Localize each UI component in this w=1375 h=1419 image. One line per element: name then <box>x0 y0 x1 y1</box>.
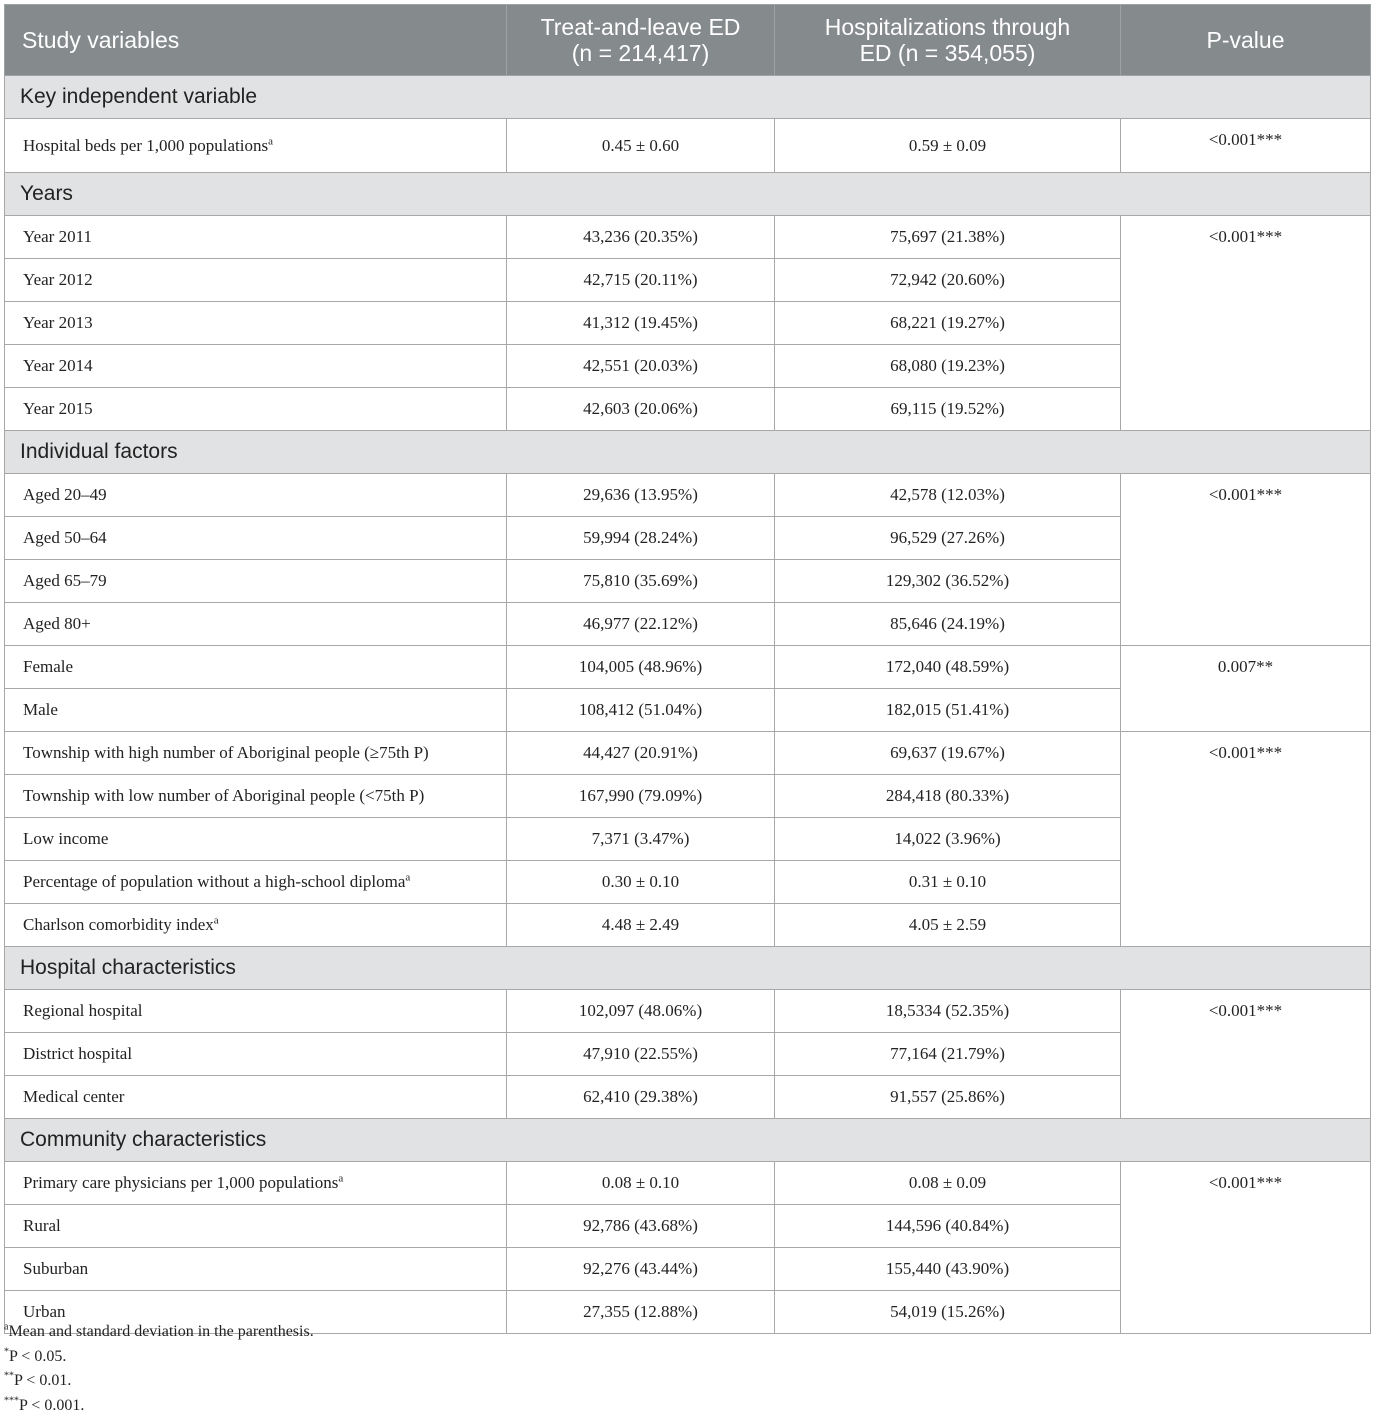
variable-label: Female <box>23 657 74 676</box>
p-value: <0.001*** <box>1121 474 1371 646</box>
hospitalization-value: 54,019 (15.26%) <box>775 1291 1121 1334</box>
footnote <box>4 1320 314 1345</box>
variable-cell <box>5 904 507 947</box>
footnote-text: P < 0.05. <box>9 1347 67 1365</box>
p-value: <0.001*** <box>1121 1162 1371 1334</box>
hospitalization-value: 144,596 (40.84%) <box>775 1205 1121 1248</box>
variable-label: Medical center <box>23 1087 125 1106</box>
variable-cell <box>5 990 507 1033</box>
variable-label: District hospital <box>23 1044 133 1063</box>
p-value: 0.007** <box>1121 646 1371 732</box>
variable-label: Percentage of population without a high-school diploma <box>23 872 406 891</box>
variable-cell <box>5 689 507 732</box>
variable-label: Primary care physicians per 1,000 populations <box>23 1173 339 1192</box>
hospitalization-value: 0.31 ± 0.10 <box>775 861 1121 904</box>
variable-cell <box>5 259 507 302</box>
variable-label: Year 2011 <box>23 227 92 246</box>
hospitalization-value: 155,440 (43.90%) <box>775 1248 1121 1291</box>
p-value: <0.001*** <box>1121 990 1371 1119</box>
treat-and-leave-value: 42,715 (20.11%) <box>507 259 775 302</box>
variable-cell <box>5 775 507 818</box>
treat-and-leave-value: 102,097 (48.06%) <box>507 990 775 1033</box>
treat-and-leave-value: 29,636 (13.95%) <box>507 474 775 517</box>
treat-and-leave-value: 42,551 (20.03%) <box>507 345 775 388</box>
section-row <box>5 431 1371 474</box>
section-title: Years <box>5 173 1371 216</box>
variable-cell <box>5 861 507 904</box>
treat-and-leave-value: 0.30 ± 0.10 <box>507 861 775 904</box>
table-row <box>5 119 1371 173</box>
hospitalization-value: 72,942 (20.60%) <box>775 259 1121 302</box>
p-value: <0.001*** <box>1121 732 1371 947</box>
section-title: Hospital characteristics <box>5 947 1371 990</box>
treat-and-leave-value: 7,371 (3.47%) <box>507 818 775 861</box>
footnote-marker: a <box>268 134 273 147</box>
hospitalization-value: 77,164 (21.79%) <box>775 1033 1121 1076</box>
footnote <box>4 1345 314 1370</box>
variable-cell <box>5 302 507 345</box>
footnote <box>4 1394 314 1419</box>
variable-cell <box>5 732 507 775</box>
hospitalization-value: 0.08 ± 0.09 <box>775 1162 1121 1205</box>
table-row <box>5 990 1371 1033</box>
treat-and-leave-value: 62,410 (29.38%) <box>507 1076 775 1119</box>
hospitalization-value: 69,115 (19.52%) <box>775 388 1121 431</box>
variable-label: Year 2014 <box>23 356 93 375</box>
variable-label: Year 2015 <box>23 399 93 418</box>
footnote-text: P < 0.001. <box>19 1397 85 1415</box>
variable-cell <box>5 1205 507 1248</box>
variable-label: Male <box>23 700 58 719</box>
variable-cell <box>5 1248 507 1291</box>
hospitalization-value: 69,637 (19.67%) <box>775 732 1121 775</box>
header-row <box>5 5 1371 76</box>
section-title: Community characteristics <box>5 1119 1371 1162</box>
treat-and-leave-value: 44,427 (20.91%) <box>507 732 775 775</box>
footnote-mark: * <box>4 1346 9 1358</box>
variable-label: Aged 20–49 <box>23 485 107 504</box>
variable-cell <box>5 1033 507 1076</box>
treat-and-leave-value: 46,977 (22.12%) <box>507 603 775 646</box>
variable-cell <box>5 474 507 517</box>
hospitalization-value: 96,529 (27.26%) <box>775 517 1121 560</box>
p-value: <0.001*** <box>1121 119 1371 173</box>
variable-cell <box>5 1162 507 1205</box>
header-treat-and-leave-ed <box>507 5 775 76</box>
data-table <box>4 4 1371 1334</box>
variable-label: Year 2013 <box>23 313 93 332</box>
variable-label: Low income <box>23 829 109 848</box>
hospitalization-value: 284,418 (80.33%) <box>775 775 1121 818</box>
variable-label: Aged 80+ <box>23 614 91 633</box>
treat-and-leave-value: 43,236 (20.35%) <box>507 216 775 259</box>
footnote-mark: ** <box>4 1371 14 1383</box>
footnote-mark: *** <box>4 1395 19 1407</box>
header-hosp-line2: ED (n = 354,055) <box>859 40 1036 66</box>
table-row <box>5 1162 1371 1205</box>
variable-label: Aged 50–64 <box>23 528 107 547</box>
variable-cell <box>5 1076 507 1119</box>
header-treat-line1: Treat-and-leave ED <box>540 14 741 40</box>
hospitalization-value: 18,5334 (52.35%) <box>775 990 1121 1033</box>
variable-cell <box>5 818 507 861</box>
footnote-marker: a <box>213 914 219 927</box>
hospitalization-value: 75,697 (21.38%) <box>775 216 1121 259</box>
treat-and-leave-value: 167,990 (79.09%) <box>507 775 775 818</box>
hospitalization-value: 172,040 (48.59%) <box>775 646 1121 689</box>
table-row <box>5 646 1371 689</box>
variable-label: Year 2012 <box>23 270 93 289</box>
variable-label: Charlson comorbidity index <box>23 915 214 934</box>
treat-and-leave-value: 108,412 (51.04%) <box>507 689 775 732</box>
hospitalization-value: 4.05 ± 2.59 <box>775 904 1121 947</box>
variable-label: Regional hospital <box>23 1001 143 1020</box>
treat-and-leave-value: 92,786 (43.68%) <box>507 1205 775 1248</box>
variable-cell <box>5 603 507 646</box>
footnote <box>4 1369 314 1394</box>
section-row <box>5 173 1371 216</box>
treat-and-leave-value: 0.08 ± 0.10 <box>507 1162 775 1205</box>
footnote-marker: a <box>338 1172 344 1185</box>
treat-and-leave-value: 59,994 (28.24%) <box>507 517 775 560</box>
variable-label: Rural <box>23 1216 61 1235</box>
variable-cell <box>5 216 507 259</box>
hospitalization-value: 85,646 (24.19%) <box>775 603 1121 646</box>
header-hosp-line1: Hospitalizations through <box>824 14 1071 40</box>
footnotes <box>4 1320 314 1419</box>
footnote-text: Mean and standard deviation in the parenthesis. <box>8 1323 314 1340</box>
treat-and-leave-value: 47,910 (22.55%) <box>507 1033 775 1076</box>
section-row <box>5 76 1371 119</box>
treat-and-leave-value: 92,276 (43.44%) <box>507 1248 775 1291</box>
header-p-value: P-value <box>1121 5 1371 76</box>
variable-label: Township with low number of Aboriginal people (<75th P) <box>23 786 425 805</box>
table-row <box>5 732 1371 775</box>
variable-label: Urban <box>23 1302 66 1321</box>
footnote-text: P < 0.01. <box>14 1372 72 1390</box>
variable-cell <box>5 345 507 388</box>
section-row <box>5 947 1371 990</box>
variable-cell <box>5 388 507 431</box>
header-study-variables: Study variables <box>5 5 507 76</box>
section-row <box>5 1119 1371 1162</box>
table-row <box>5 474 1371 517</box>
variable-cell <box>5 646 507 689</box>
footnote-marker: a <box>405 871 411 884</box>
treat-and-leave-value: 27,355 (12.88%) <box>507 1291 775 1334</box>
header-hospitalizations <box>775 5 1121 76</box>
treat-and-leave-value: 41,312 (19.45%) <box>507 302 775 345</box>
section-title: Individual factors <box>5 431 1371 474</box>
hospitalization-value: 129,302 (36.52%) <box>775 560 1121 603</box>
hospitalization-value: 182,015 (51.41%) <box>775 689 1121 732</box>
hospitalization-value: 14,022 (3.96%) <box>775 818 1121 861</box>
variable-label: Hospital beds per 1,000 populations <box>23 135 269 155</box>
p-value: <0.001*** <box>1121 216 1371 431</box>
section-title: Key independent variable <box>5 76 1371 119</box>
hospitalization-value: 42,578 (12.03%) <box>775 474 1121 517</box>
variable-label: Suburban <box>23 1259 89 1278</box>
treat-and-leave-value: 75,810 (35.69%) <box>507 560 775 603</box>
treat-and-leave-value: 104,005 (48.96%) <box>507 646 775 689</box>
treat-and-leave-value: 4.48 ± 2.49 <box>507 904 775 947</box>
hospitalization-value: 68,080 (19.23%) <box>775 345 1121 388</box>
variable-cell <box>5 560 507 603</box>
table-row <box>5 216 1371 259</box>
table-body <box>5 76 1371 1334</box>
header-treat-line2: (n = 214,417) <box>571 40 710 66</box>
treat-and-leave-value: 42,603 (20.06%) <box>507 388 775 431</box>
variable-cell <box>5 517 507 560</box>
footnote-mark: a <box>4 1321 9 1333</box>
hospitalization-value: 0.59 ± 0.09 <box>775 119 1121 173</box>
treat-and-leave-value: 0.45 ± 0.60 <box>507 119 775 173</box>
hospitalization-value: 91,557 (25.86%) <box>775 1076 1121 1119</box>
variable-label: Aged 65–79 <box>23 571 107 590</box>
variable-cell <box>5 119 507 173</box>
variable-label: Township with high number of Aboriginal people (≥75th P) <box>23 743 429 762</box>
hospitalization-value: 68,221 (19.27%) <box>775 302 1121 345</box>
